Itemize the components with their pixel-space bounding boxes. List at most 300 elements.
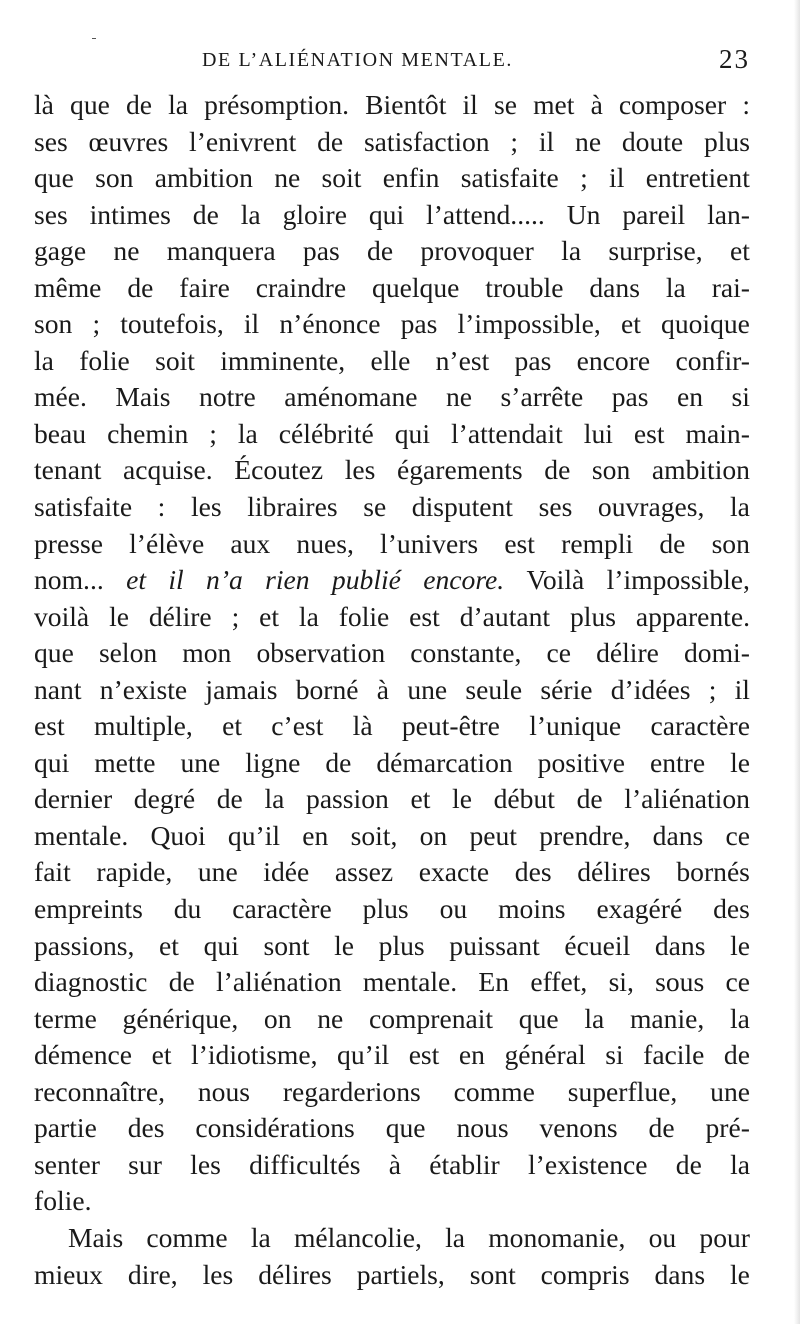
word: délire: [596, 637, 659, 669]
word: dans: [654, 929, 706, 961]
word: elle: [370, 344, 411, 376]
word: apparente.: [635, 600, 750, 632]
word: diagnostic: [34, 966, 148, 998]
word: nues,: [296, 527, 354, 559]
word: qu’il: [227, 819, 281, 851]
word: début: [493, 783, 555, 815]
word: dans: [654, 1258, 706, 1290]
text-line: [34, 1074, 750, 1111]
word: Mais: [115, 381, 171, 413]
text-line: [34, 1001, 750, 1038]
word: nous: [197, 1075, 250, 1107]
word: délires: [258, 1258, 332, 1290]
word: de: [127, 271, 154, 303]
word: son: [34, 308, 73, 340]
word: les: [190, 1148, 221, 1180]
word: selon: [98, 637, 158, 669]
word: peut-être: [401, 710, 500, 742]
word: la: [730, 491, 750, 523]
word: la: [240, 198, 261, 230]
paragraph: [34, 87, 750, 1220]
word: soit: [155, 344, 195, 376]
text-line: [34, 1220, 750, 1257]
word: difficultés: [249, 1148, 361, 1180]
running-title: DE L’ALIÉNATION MENTALE.: [202, 49, 514, 71]
word: l’idiotisme,: [191, 1039, 318, 1071]
word: dire,: [127, 1258, 178, 1290]
word: effet,: [530, 966, 588, 998]
word: son: [711, 527, 750, 559]
word: même: [34, 271, 102, 303]
word: que: [385, 1112, 426, 1144]
word: ne: [317, 1002, 344, 1034]
word: toutefois,: [120, 308, 224, 340]
text-line: [34, 1110, 750, 1147]
word: ou: [648, 1221, 677, 1253]
word: de: [659, 527, 686, 559]
text-line: [34, 818, 750, 855]
word: met: [533, 89, 575, 120]
word: nous: [456, 1112, 509, 1144]
word: tenant: [34, 454, 102, 486]
word: se: [363, 491, 387, 523]
word: ambition: [651, 454, 750, 486]
word: pré-: [705, 1112, 750, 1144]
word: surprise,: [608, 235, 703, 267]
word: le: [730, 929, 750, 961]
word: et: [730, 235, 750, 267]
word: confir-: [675, 344, 750, 376]
word: est: [408, 1039, 440, 1071]
word: bornés: [676, 856, 750, 888]
word: :: [742, 89, 750, 120]
word: ce: [546, 637, 571, 669]
text-line: [34, 854, 750, 891]
word: entretient: [645, 162, 750, 194]
word: folie.: [34, 1185, 92, 1217]
word: degré: [133, 783, 196, 815]
word: presse: [34, 527, 103, 559]
word: ;: [231, 600, 240, 632]
word: ce: [725, 819, 750, 851]
word: la: [250, 1221, 271, 1253]
word: rapide,: [96, 856, 173, 888]
word: quoique: [661, 308, 750, 340]
word: de: [723, 1039, 750, 1071]
word: lui: [583, 417, 613, 449]
word: mon: [182, 637, 232, 669]
word: ouvrages,: [597, 491, 705, 523]
word: c’est: [271, 710, 324, 742]
word: n’existe: [99, 673, 188, 705]
text-line: [34, 1037, 750, 1074]
word: délire: [148, 600, 212, 632]
word: passion: [306, 783, 389, 815]
word: est: [409, 600, 440, 632]
print-mark: [92, 38, 96, 39]
word: mieux: [34, 1258, 103, 1290]
word: nom...: [34, 564, 104, 596]
word: de: [125, 89, 153, 120]
word: ses: [34, 125, 68, 157]
word: plus: [378, 929, 425, 961]
text-line: [34, 160, 750, 197]
word: la: [298, 600, 319, 632]
word: et: [620, 308, 641, 340]
word: comme: [453, 1075, 535, 1107]
word: dans: [589, 271, 640, 303]
word: craindre: [255, 271, 347, 303]
word: l’enivrent: [189, 125, 297, 157]
word: la: [445, 1221, 466, 1253]
word: exacte: [418, 856, 490, 888]
word: ambition: [154, 162, 253, 194]
word: établir: [429, 1148, 500, 1180]
word: se: [493, 89, 517, 120]
word: qui: [203, 929, 239, 961]
word: publié: [331, 564, 401, 596]
word: Mais: [68, 1221, 124, 1253]
word: monomanie,: [488, 1221, 626, 1253]
word: disputent: [411, 491, 513, 523]
word: de: [168, 966, 195, 998]
word: acquise.: [123, 454, 213, 486]
word: que: [70, 89, 110, 120]
word: qui: [34, 746, 70, 778]
word: pas: [514, 344, 552, 376]
text-line: [34, 891, 750, 928]
paragraph: [34, 1220, 750, 1293]
word: la: [34, 344, 54, 376]
word: est: [34, 710, 65, 742]
word: il: [168, 564, 184, 596]
word: l’attendait: [450, 417, 563, 449]
word: pas: [611, 381, 649, 413]
word: encore: [576, 344, 651, 376]
word: ou: [439, 893, 468, 925]
word: de: [216, 783, 243, 815]
word: n’a: [206, 564, 243, 596]
word: une: [407, 673, 448, 705]
text-line: [34, 781, 750, 818]
word: délires: [577, 856, 651, 888]
word: le: [452, 783, 472, 815]
word: ;: [580, 162, 588, 194]
text-line: [34, 1257, 750, 1294]
word: libraires: [247, 491, 338, 523]
text-line: [34, 489, 750, 526]
word: compris: [540, 1258, 630, 1290]
word: manie,: [629, 1002, 705, 1034]
word: observation: [256, 637, 386, 669]
word: l’aliénation: [624, 783, 750, 815]
word: faire: [179, 271, 230, 303]
word: main-: [685, 417, 750, 449]
word: est: [504, 527, 535, 559]
word: idée: [263, 856, 310, 888]
word: si: [605, 1039, 624, 1071]
word: le: [109, 600, 129, 632]
word: mélancolie,: [293, 1221, 422, 1253]
word: des: [127, 1112, 165, 1144]
word: qu’il: [337, 1039, 390, 1071]
word: jamais: [205, 673, 278, 705]
word: son: [95, 162, 134, 194]
word: Bientôt: [365, 89, 447, 120]
text-line: [34, 635, 750, 672]
word: de: [325, 746, 352, 778]
word: générique,: [122, 1002, 239, 1034]
word: ;: [92, 308, 101, 340]
word: folie: [79, 344, 130, 376]
word: dernier: [34, 783, 113, 815]
word: on: [263, 1002, 292, 1034]
text-line: [34, 379, 750, 416]
word: satisfaite: [460, 162, 559, 194]
word: mée.: [34, 381, 87, 413]
word: n’énonce: [279, 308, 381, 340]
word: ne: [274, 162, 301, 194]
word: célébrité: [278, 417, 374, 449]
word: fait: [34, 856, 71, 888]
word: ses: [538, 491, 573, 523]
word: et: [151, 1039, 172, 1071]
word: plus: [569, 600, 616, 632]
word: sur: [128, 1148, 162, 1180]
word: les: [344, 454, 376, 486]
text-line: [34, 343, 750, 380]
word: comprenait: [368, 1002, 494, 1034]
word: senter: [34, 1148, 100, 1180]
word: l’attend.....: [426, 198, 545, 230]
text-line: [34, 87, 750, 124]
word: moins: [498, 893, 566, 925]
word: soit,: [350, 819, 398, 851]
word: de: [544, 454, 571, 486]
word: œuvres: [88, 125, 169, 157]
word: domi-: [684, 637, 750, 669]
word: présomption.: [204, 89, 350, 120]
text-line: [34, 197, 750, 234]
word: et: [259, 600, 280, 632]
word: de: [675, 1148, 702, 1180]
word: Écoutez: [234, 454, 324, 486]
word: une: [710, 1075, 750, 1107]
word: la: [665, 271, 686, 303]
word: qui: [394, 417, 430, 449]
word: il: [734, 673, 750, 705]
word: considérations: [195, 1112, 355, 1144]
word: des: [713, 893, 750, 925]
text-line: [34, 526, 750, 563]
word: Quoi: [150, 819, 206, 851]
word: l’élève: [129, 527, 205, 559]
word: pas: [302, 235, 340, 267]
word: voilà: [34, 600, 90, 632]
text-line: [34, 1183, 750, 1220]
word: la: [730, 1002, 750, 1034]
word: chemin: [107, 417, 189, 449]
word: trouble: [485, 271, 564, 303]
word: et: [222, 710, 243, 742]
word: gloire: [282, 198, 347, 230]
word: une: [180, 746, 221, 778]
word: pour: [699, 1221, 750, 1253]
word: puissant: [449, 929, 540, 961]
word: écueil: [564, 929, 631, 961]
word: enfin: [382, 162, 440, 194]
word: satisfaite: [34, 491, 133, 523]
word: soit: [321, 162, 362, 194]
word: lan-: [707, 198, 750, 230]
word: ligne: [245, 746, 301, 778]
word: ;: [510, 125, 519, 157]
word: la: [237, 417, 258, 449]
text-line: [34, 416, 750, 453]
word: le: [334, 929, 355, 961]
word: en: [677, 381, 704, 413]
word: série: [540, 673, 593, 705]
word: partiels,: [356, 1258, 445, 1290]
word: rai-: [711, 271, 750, 303]
word: du: [173, 893, 202, 925]
word: de: [367, 235, 394, 267]
word: sous: [655, 966, 705, 998]
word: ;: [209, 417, 217, 449]
word: reconnaître,: [34, 1075, 165, 1107]
word: à: [376, 673, 390, 705]
word: nant: [34, 673, 82, 705]
word: comme: [146, 1221, 228, 1253]
word: la: [584, 1002, 605, 1034]
word: caractère: [650, 710, 750, 742]
word: borné: [295, 673, 359, 705]
text-line: [34, 964, 750, 1001]
word: qui: [368, 198, 405, 230]
word: que: [34, 637, 74, 669]
word: ne: [446, 381, 473, 413]
word: mentale.: [362, 966, 458, 998]
word: passions,: [34, 929, 135, 961]
text-line: [34, 452, 750, 489]
word: aménomane: [284, 381, 418, 413]
word: le: [730, 746, 750, 778]
word: prendre,: [539, 819, 631, 851]
text-line: [34, 672, 750, 709]
word: la: [264, 783, 285, 815]
word: caractère: [232, 893, 332, 925]
word: et: [159, 929, 179, 961]
word: si,: [608, 966, 634, 998]
word: positive: [537, 746, 626, 778]
text-line: [34, 562, 750, 599]
word: pas: [400, 308, 438, 340]
word: partie: [34, 1112, 97, 1144]
text-line: [34, 745, 750, 782]
text-line: [34, 1147, 750, 1184]
word: que: [518, 1002, 559, 1034]
word: l’impossible,: [457, 308, 601, 340]
word: l’univers: [380, 527, 479, 559]
word: général: [504, 1039, 586, 1071]
word: dans: [652, 819, 704, 851]
word: s’arrête: [500, 381, 584, 413]
word: de: [576, 783, 603, 815]
word: facile: [643, 1039, 705, 1071]
word: pareil: [622, 198, 686, 230]
word: quelque: [372, 271, 460, 303]
word: l’unique: [529, 710, 622, 742]
word: d’idées: [610, 673, 691, 705]
text-line: [34, 928, 750, 965]
word: il: [609, 162, 625, 194]
word: plus: [703, 125, 750, 157]
word: son: [591, 454, 631, 486]
word: on: [419, 819, 448, 851]
word: seule: [465, 673, 523, 705]
word: ;: [708, 673, 717, 705]
word: de: [192, 198, 219, 230]
word: de: [648, 1112, 675, 1144]
page-number: 23: [719, 44, 750, 74]
word: ses: [34, 198, 68, 230]
word: que: [34, 162, 74, 194]
word: une: [197, 856, 238, 888]
page-edge: [794, 0, 800, 1324]
word: intimes: [89, 198, 171, 230]
word: exagéré: [596, 893, 683, 925]
word: ne: [575, 125, 602, 157]
word: en: [302, 819, 329, 851]
word: sont: [263, 929, 310, 961]
word: composer: [618, 89, 727, 120]
word: manquera: [166, 235, 276, 267]
word: mentale.: [34, 819, 129, 851]
word: imminente,: [220, 344, 346, 376]
word: sont: [469, 1258, 516, 1290]
text-line: [34, 124, 750, 161]
word: multiple,: [93, 710, 193, 742]
word: satisfaction: [363, 125, 490, 157]
word: notre: [199, 381, 256, 413]
text-line: [34, 708, 750, 745]
word: démence: [34, 1039, 133, 1071]
text-line: [34, 599, 750, 636]
text-line: [34, 270, 750, 307]
word: les: [202, 1258, 234, 1290]
word: ne: [113, 235, 140, 267]
word: rien: [265, 564, 310, 596]
word: de: [317, 125, 344, 157]
word: les: [190, 491, 222, 523]
word: venons: [539, 1112, 618, 1144]
word: le: [730, 1258, 750, 1290]
word: et: [410, 783, 431, 815]
word: des: [514, 856, 552, 888]
word: :: [157, 491, 166, 523]
word: mette: [94, 746, 156, 778]
word: n’est: [435, 344, 490, 376]
word: provoquer: [420, 235, 534, 267]
word: la: [561, 235, 582, 267]
word: empreints: [34, 893, 143, 925]
word: là: [352, 710, 373, 742]
word: encore.: [423, 564, 505, 596]
word: Un: [566, 198, 601, 230]
word: beau: [34, 417, 87, 449]
body-text: [34, 87, 750, 1293]
word: Voilà: [526, 564, 585, 596]
